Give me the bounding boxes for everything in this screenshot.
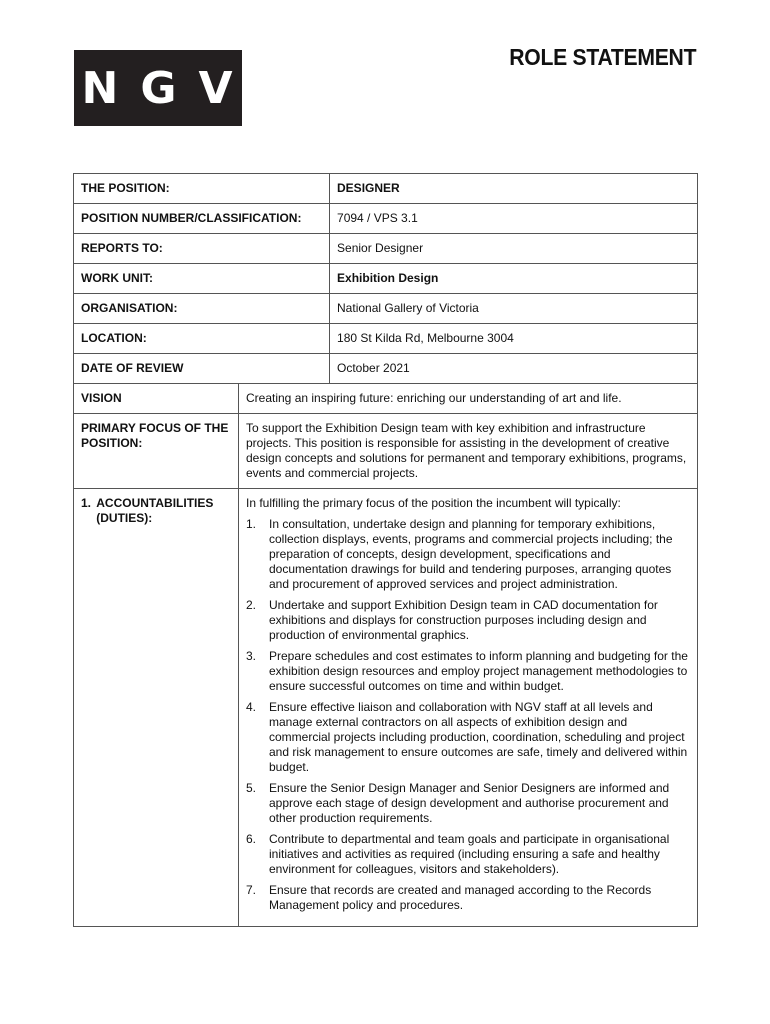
list-item	[246, 517, 690, 592]
item-text: Ensure the Senior Design Manager and Senior Designers are informed and approve each stage of design development and authorise procurement and other production requirements.	[269, 781, 670, 825]
list-item	[246, 781, 690, 826]
location-value: 180 St Kilda Rd, Melbourne 3004	[330, 324, 698, 354]
item-number: 7.	[246, 883, 257, 897]
position-number-label: POSITION NUMBER/CLASSIFICATION:	[74, 204, 330, 234]
organisation-value: National Gallery of Victoria	[330, 294, 698, 324]
role-statement-table	[73, 173, 698, 927]
reports-to-value: Senior Designer	[330, 234, 698, 264]
primary-focus-value: To support the Exhibition Design team with key exhibition and infrastructure projects. This position is responsible for assisting in the development of creative design concepts and solutions for permanent and temporary exhibitions, programs, events and commercial projects.	[239, 414, 698, 489]
row-date-of-review	[74, 354, 698, 384]
position-label: THE POSITION:	[74, 174, 330, 204]
location-label: LOCATION:	[74, 324, 330, 354]
item-text: Ensure that records are created and managed according to the Records Management policy and procedures.	[269, 883, 652, 912]
item-text: Contribute to departmental and team goals and participate in organisational initiatives and activities as required (including ensuring a safe and healthy environment for colleagues, visitors and stakeholders).	[269, 832, 670, 876]
row-position	[74, 174, 698, 204]
list-item	[246, 598, 690, 643]
work-unit-label: WORK UNIT:	[74, 264, 330, 294]
document-title: ROLE STATEMENT	[509, 44, 696, 70]
item-number: 1.	[246, 517, 257, 531]
item-number: 4.	[246, 700, 257, 714]
date-of-review-value: October 2021	[330, 354, 698, 384]
item-number: 2.	[246, 598, 257, 612]
vision-label: VISION	[74, 384, 239, 414]
accountabilities-content	[239, 489, 698, 927]
work-unit-value: Exhibition Design	[330, 264, 698, 294]
row-organisation	[74, 294, 698, 324]
duties-list	[246, 517, 690, 913]
row-accountabilities	[74, 489, 698, 927]
row-location	[74, 324, 698, 354]
row-primary-focus	[74, 414, 698, 489]
row-position-number	[74, 204, 698, 234]
list-item	[246, 700, 690, 775]
date-of-review-label: DATE OF REVIEW	[74, 354, 330, 384]
reports-to-label: REPORTS TO:	[74, 234, 330, 264]
item-text: Undertake and support Exhibition Design team in CAD documentation for exhibitions and displays for construction purposes including design and production of environmental graphics.	[269, 598, 658, 642]
organisation-label: ORGANISATION:	[74, 294, 330, 324]
position-value: DESIGNER	[330, 174, 698, 204]
primary-focus-label: PRIMARY FOCUS OF THE POSITION:	[74, 414, 239, 489]
list-item	[246, 649, 690, 694]
accountabilities-number: 1.	[81, 496, 92, 510]
row-reports-to	[74, 234, 698, 264]
row-vision	[74, 384, 698, 414]
list-item	[246, 883, 690, 913]
item-text: Ensure effective liaison and collaboration with NGV staff at all levels and manage external contractors on all aspects of exhibition design and commercial projects including production, coordination, scheduling and project and risk management to ensure outcomes are safe, timely and delivered within budget.	[269, 700, 688, 774]
item-number: 5.	[246, 781, 257, 795]
position-number-value: 7094 / VPS 3.1	[330, 204, 698, 234]
accountabilities-intro: In fulfilling the primary focus of the position the incumbent will typically:	[246, 496, 621, 510]
row-work-unit	[74, 264, 698, 294]
item-text: Prepare schedules and cost estimates to inform planning and budgeting for the exhibition design resources and employ project management methodologies to ensure successful outcomes on time and within budget.	[269, 649, 688, 693]
ngv-logo: NGV	[74, 50, 242, 126]
item-number: 3.	[246, 649, 257, 663]
accountabilities-label: ACCOUNTABILITIES (DUTIES):	[96, 496, 214, 525]
item-text: In consultation, undertake design and planning for temporary exhibitions, collection displays, events, programs and commercial projects including; the preparation of concepts, design development, specifications and documentation drawings for build and tendering purposes, arranging quotes and procurement of approved services and project administration.	[269, 517, 673, 591]
list-item	[246, 832, 690, 877]
vision-value: Creating an inspiring future: enriching our understanding of art and life.	[239, 384, 698, 414]
accountabilities-label-cell	[74, 489, 239, 927]
item-number: 6.	[246, 832, 257, 846]
